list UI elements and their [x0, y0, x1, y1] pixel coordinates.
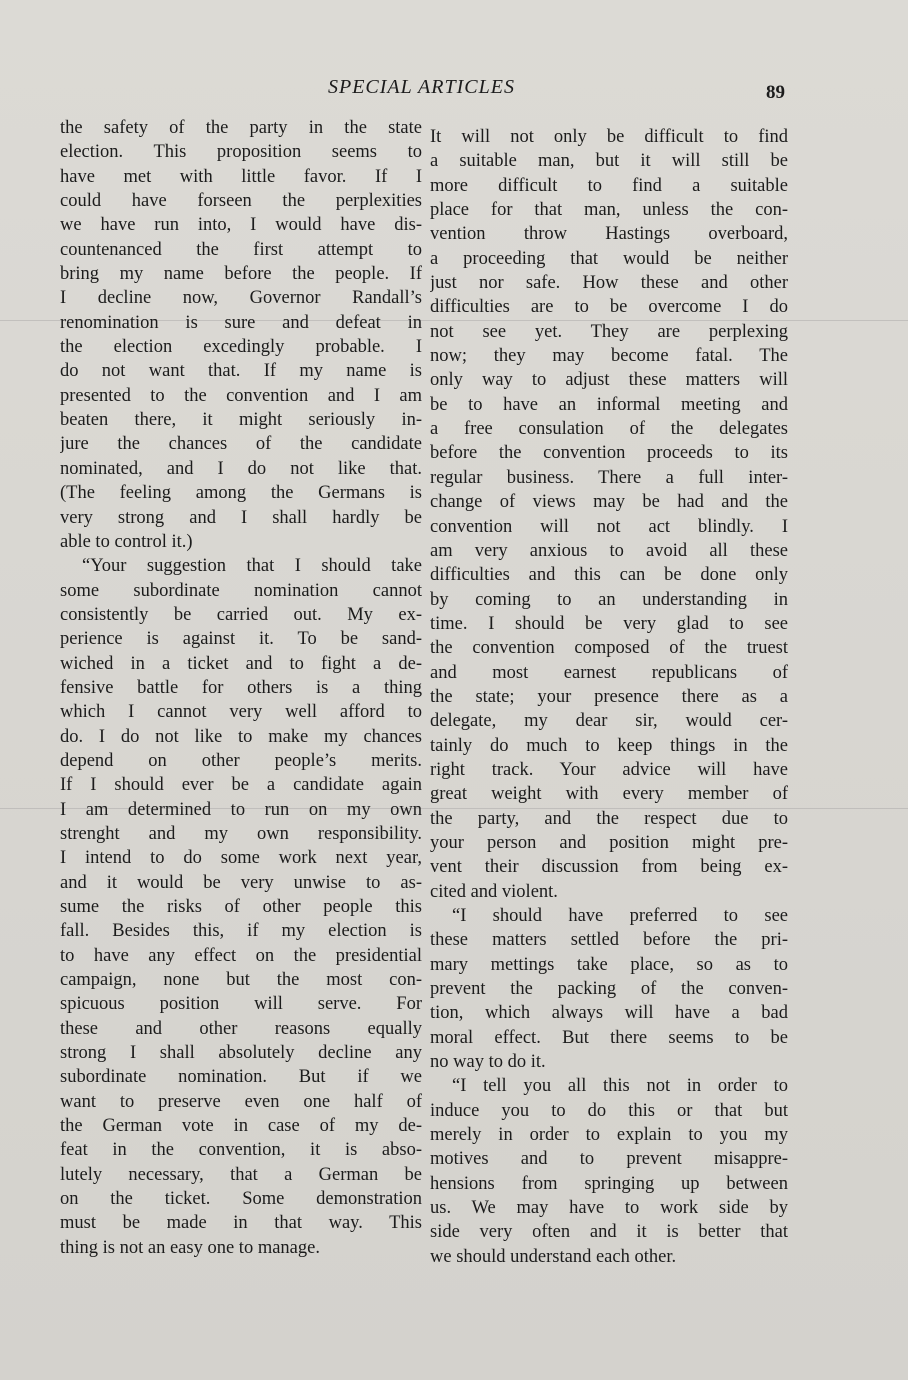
- text-line: election. This proposition seems to: [60, 142, 422, 163]
- text-line: tion, which always will have a bad: [430, 1003, 788, 1024]
- text-line: no way to do it.: [430, 1052, 546, 1073]
- text-line: regular business. There a full inter-: [430, 467, 788, 488]
- text-line: must be made in that way. This: [60, 1213, 422, 1234]
- text-line: before the convention proceeds to its: [430, 443, 788, 464]
- text-line: and it would be very unwise to as-: [60, 872, 422, 893]
- running-title: SPECIAL ARTICLES: [328, 76, 515, 98]
- text-line: able to control it.): [60, 531, 193, 552]
- text-line: If I should ever be a candidate again: [60, 775, 422, 796]
- text-line: merely in order to explain to you my: [430, 1125, 788, 1146]
- text-line: a proceeding that would be neither: [430, 248, 788, 269]
- text-line: perience is against it. To be sand-: [60, 629, 422, 650]
- text-line: vent their discussion from being ex-: [430, 857, 788, 878]
- text-line: we should understand each other.: [430, 1246, 677, 1267]
- text-line: difficulties are to be overcome I do: [430, 297, 788, 318]
- text-line: delegate, my dear sir, would cer-: [430, 711, 788, 732]
- text-line: thing is not an easy one to manage.: [60, 1237, 320, 1258]
- text-line: right track. Your advice will have: [430, 759, 788, 780]
- text-line: feat in the convention, it is abso-: [60, 1140, 422, 1161]
- text-line: the state; your presence there as a: [430, 686, 788, 707]
- text-line: have met with little favor. If I: [60, 166, 422, 187]
- text-line: side very often and it is better that: [430, 1222, 788, 1243]
- text-line: presented to the convention and I am: [60, 385, 422, 406]
- text-line: the German vote in case of my de-: [60, 1116, 422, 1137]
- text-line: these matters settled before the pri-: [430, 930, 788, 951]
- text-line: bring my name before the people. If: [60, 264, 422, 285]
- text-line: we have run into, I would have dis-: [60, 215, 422, 236]
- text-line: the party, and the respect due to: [430, 808, 788, 829]
- text-line: “I tell you all this not in order to: [452, 1076, 788, 1097]
- page-number: 89: [766, 82, 785, 103]
- text-line: campaign, none but the most con-: [60, 970, 422, 991]
- text-line: to have any effect on the presidential: [60, 945, 422, 966]
- text-line: change of views may be had and the: [430, 492, 788, 513]
- text-line: great weight with every member of: [430, 784, 788, 805]
- text-line: depend on other people’s merits.: [60, 750, 422, 771]
- text-line: us. We may have to work side by: [430, 1198, 788, 1219]
- text-line: hensions from springing up between: [430, 1173, 788, 1194]
- text-line: do. I do not like to make my chances: [60, 726, 422, 747]
- text-line: want to preserve even one half of: [60, 1091, 422, 1112]
- text-line: jure the chances of the candidate: [60, 434, 422, 455]
- text-line: consistently be carried out. My ex-: [60, 604, 422, 625]
- text-line: It will not only be difficult to find: [430, 127, 788, 147]
- text-line: strenght and my own responsibility.: [60, 823, 422, 844]
- text-line: on the ticket. Some demonstration: [60, 1189, 422, 1210]
- text-line: I intend to do some work next year,: [60, 848, 422, 869]
- text-line: some subordinate nomination cannot: [60, 580, 422, 601]
- text-line: lutely necessary, that a German be: [60, 1164, 422, 1185]
- text-line: moral effect. But there seems to be: [430, 1027, 788, 1048]
- text-line: very strong and I shall hardly be: [60, 507, 422, 528]
- text-line: do not want that. If my name is: [60, 361, 422, 382]
- text-line: fensive battle for others is a thing: [60, 677, 422, 698]
- text-line: by coming to an understanding in: [430, 589, 788, 610]
- text-line: prevent the packing of the conven-: [430, 979, 788, 1000]
- text-line: not see yet. They are perplexing: [430, 321, 788, 342]
- text-line: which I cannot very well afford to: [60, 702, 422, 723]
- text-line: am very anxious to avoid all these: [430, 540, 788, 561]
- text-line: fall. Besides this, if my election is: [60, 921, 422, 942]
- text-line: subordinate nomination. But if we: [60, 1067, 422, 1088]
- text-line: mary mettings take place, so as to: [430, 954, 788, 975]
- right-column: [430, 125, 788, 1285]
- text-line: renomination is sure and defeat in: [60, 312, 422, 333]
- text-line: strong I shall absolutely decline any: [60, 1043, 422, 1064]
- text-line: tainly do much to keep things in the: [430, 735, 788, 756]
- text-line: spicuous position will serve. For: [60, 994, 422, 1015]
- text-line: place for that man, unless the con-: [430, 200, 788, 221]
- text-line: vention throw Hastings overboard,: [430, 224, 788, 245]
- text-line: sume the risks of other people this: [60, 897, 422, 917]
- text-line: motives and to prevent misappre-: [430, 1149, 788, 1170]
- text-line: beaten there, it might seriously in-: [60, 410, 422, 431]
- text-line: just nor safe. How these and other: [430, 273, 788, 294]
- page-header: [0, 76, 908, 104]
- text-line: convention will not act blindly. I: [430, 516, 788, 537]
- text-line: time. I should be very glad to see: [430, 613, 788, 634]
- text-line: your person and position might pre-: [430, 832, 788, 853]
- text-line: a suitable man, but it will still be: [430, 151, 788, 172]
- text-line: the safety of the party in the state: [60, 118, 422, 138]
- text-line: now; they may become fatal. The: [430, 346, 788, 367]
- text-line: only way to adjust these matters will: [430, 370, 788, 391]
- text-line: could have forseen the perplexities: [60, 191, 422, 212]
- text-line: cited and violent.: [430, 881, 558, 902]
- text-line: countenanced the first attempt to: [60, 239, 422, 260]
- left-column: [60, 116, 422, 1276]
- text-line: “Your suggestion that I should take: [82, 556, 422, 577]
- text-line: the convention composed of the truest: [430, 638, 788, 659]
- text-line: a free consulation of the delegates: [430, 419, 788, 440]
- text-line: “I should have preferred to see: [452, 906, 788, 926]
- text-line: I decline now, Governor Randall’s: [60, 288, 422, 309]
- text-line: induce you to do this or that but: [430, 1100, 788, 1121]
- text-line: and most earnest republicans of: [430, 662, 788, 683]
- text-line: be to have an informal meeting and: [430, 394, 788, 415]
- text-line: these and other reasons equally: [60, 1018, 422, 1039]
- text-line: more difficult to find a suitable: [430, 175, 788, 196]
- text-line: difficulties and this can be done only: [430, 565, 788, 586]
- text-line: I am determined to run on my own: [60, 799, 422, 820]
- text-line: (The feeling among the Germans is: [60, 483, 422, 504]
- text-line: the election excedingly probable. I: [60, 337, 422, 358]
- text-line: wiched in a ticket and to fight a de-: [60, 653, 422, 674]
- text-line: nominated, and I do not like that.: [60, 458, 422, 479]
